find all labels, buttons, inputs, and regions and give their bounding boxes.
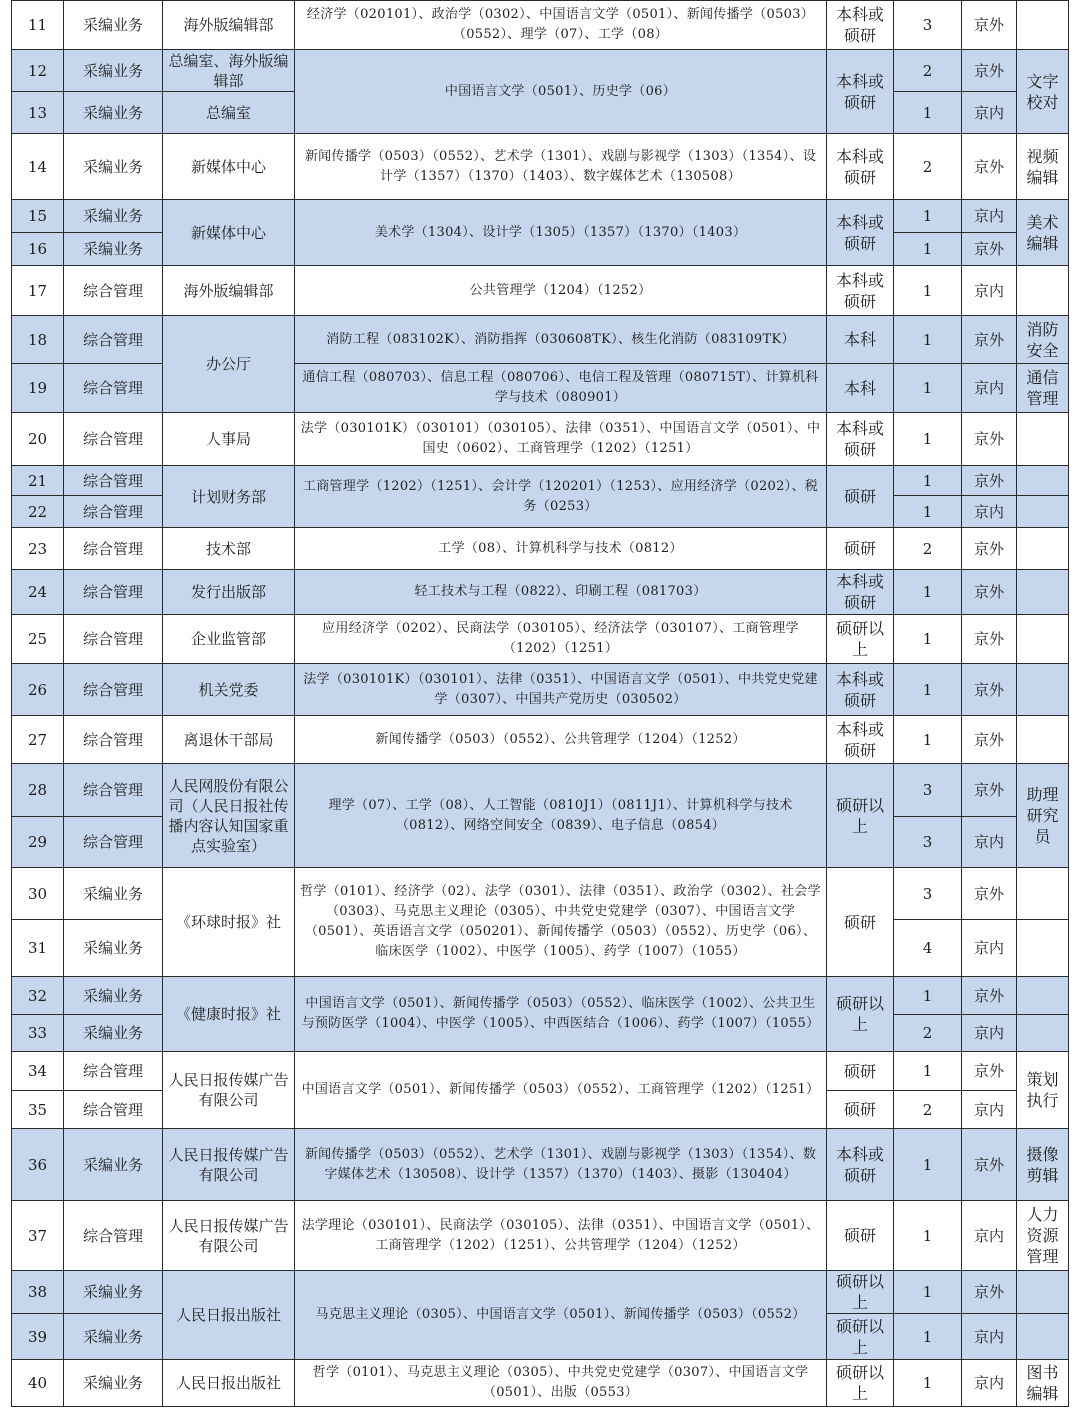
seq-cell: 36 — [12, 1129, 64, 1201]
major-cell: 中国语言文学（0501）、新闻传播学（0503）（0552）、临床医学（1002）、公共卫生与预防医学（1004）、中医学（1005）、中西医结合（1006）、药学（1007）（1055） — [295, 977, 827, 1052]
dept-cell: 技术部 — [163, 528, 295, 570]
note-cell — [1017, 413, 1069, 466]
edu-cell: 硕研以上 — [827, 615, 894, 664]
seq-cell: 29 — [12, 817, 64, 868]
seq-cell: 13 — [12, 92, 64, 134]
table-row — [12, 1052, 1069, 1091]
recruitment-table — [11, 0, 1069, 1407]
seq-cell: 18 — [12, 316, 64, 364]
seq-cell: 19 — [12, 364, 64, 413]
hukou-cell: 京内 — [962, 266, 1017, 316]
note-cell — [1017, 570, 1069, 615]
note-cell: 文字校对 — [1017, 50, 1069, 134]
category-cell: 采编业务 — [64, 1015, 163, 1052]
note-cell — [1017, 920, 1069, 977]
count-cell: 1 — [894, 233, 962, 266]
table-row — [12, 977, 1069, 1015]
dept-cell: 《环球时报》社 — [163, 868, 295, 977]
seq-cell: 26 — [12, 664, 64, 716]
note-cell: 图书编辑 — [1017, 1360, 1069, 1407]
category-cell: 综合管理 — [64, 1052, 163, 1091]
count-cell: 1 — [894, 1314, 962, 1360]
table-row — [12, 1360, 1069, 1407]
hukou-cell: 京内 — [962, 1314, 1017, 1360]
count-cell: 1 — [894, 316, 962, 364]
hukou-cell: 京内 — [962, 817, 1017, 868]
dept-cell: 总编室、海外版编辑部 — [163, 50, 295, 92]
category-cell: 采编业务 — [64, 1129, 163, 1201]
category-cell: 综合管理 — [64, 1201, 163, 1271]
seq-cell: 31 — [12, 920, 64, 977]
count-cell: 3 — [894, 817, 962, 868]
major-cell: 马克思主义理论（0305）、中国语言文学（0501）、新闻传播学（0503）（0552） — [295, 1271, 827, 1360]
hukou-cell: 京外 — [962, 1271, 1017, 1314]
category-cell: 综合管理 — [64, 266, 163, 316]
count-cell: 3 — [894, 764, 962, 817]
table-row — [12, 868, 1069, 920]
dept-cell: 海外版编辑部 — [163, 1, 295, 50]
hukou-cell: 京外 — [962, 664, 1017, 716]
hukou-cell: 京外 — [962, 413, 1017, 466]
edu-cell: 硕研 — [827, 868, 894, 977]
note-cell — [1017, 266, 1069, 316]
note-cell — [1017, 1, 1069, 50]
edu-cell: 硕研 — [827, 1091, 894, 1129]
edu-cell: 本科或硕研 — [827, 664, 894, 716]
hukou-cell: 京内 — [962, 200, 1017, 233]
major-cell: 法学（030101K）（030101）、法律（0351）、中国语言文学（0501）、中共党史党建学（0307）、中国共产党历史（030502） — [295, 664, 827, 716]
major-cell: 法学（030101K）（030101）（030105）、法律（0351）、中国语言文学（0501）、中国史（0602）、工商管理学（1202）（1251） — [295, 413, 827, 466]
category-cell: 采编业务 — [64, 868, 163, 920]
category-cell: 采编业务 — [64, 1360, 163, 1407]
major-cell: 中国语言文学（0501）、新闻传播学（0503）（0552）、工商管理学（1202）（1251） — [295, 1052, 827, 1129]
edu-cell: 硕研 — [827, 1201, 894, 1271]
dept-cell: 人民网股份有限公司（人民日报社传播内容认知国家重点实验室） — [163, 764, 295, 868]
major-cell: 工商管理学（1202）（1251）、会计学（120201）（1253）、应用经济学（0202）、税务（0253） — [295, 466, 827, 528]
category-cell: 采编业务 — [64, 1271, 163, 1314]
count-cell: 1 — [894, 570, 962, 615]
category-cell: 采编业务 — [64, 200, 163, 233]
hukou-cell: 京内 — [962, 496, 1017, 528]
note-cell — [1017, 496, 1069, 528]
dept-cell: 新媒体中心 — [163, 200, 295, 266]
seq-cell: 17 — [12, 266, 64, 316]
category-cell: 综合管理 — [64, 466, 163, 496]
category-cell: 综合管理 — [64, 528, 163, 570]
edu-cell: 本科 — [827, 364, 894, 413]
dept-cell: 总编室 — [163, 92, 295, 134]
seq-cell: 14 — [12, 134, 64, 200]
count-cell: 2 — [894, 528, 962, 570]
dept-cell: 人民日报传媒广告有限公司 — [163, 1201, 295, 1271]
dept-cell: 发行出版部 — [163, 570, 295, 615]
dept-cell: 办公厅 — [163, 316, 295, 413]
hukou-cell: 京内 — [962, 364, 1017, 413]
note-cell — [1017, 664, 1069, 716]
hukou-cell: 京外 — [962, 764, 1017, 817]
seq-cell: 37 — [12, 1201, 64, 1271]
table-row — [12, 316, 1069, 364]
count-cell: 1 — [894, 200, 962, 233]
major-cell: 美术学（1304）、设计学（1305）（1357）（1370）（1403） — [295, 200, 827, 266]
table-row — [12, 664, 1069, 716]
dept-cell: 人事局 — [163, 413, 295, 466]
edu-cell: 硕研 — [827, 528, 894, 570]
seq-cell: 30 — [12, 868, 64, 920]
note-cell — [1017, 1015, 1069, 1052]
major-cell: 中国语言文学（0501）、历史学（06） — [295, 50, 827, 134]
category-cell: 综合管理 — [64, 316, 163, 364]
hukou-cell: 京外 — [962, 466, 1017, 496]
dept-cell: 《健康时报》社 — [163, 977, 295, 1052]
note-cell — [1017, 528, 1069, 570]
count-cell: 1 — [894, 1129, 962, 1201]
major-cell: 公共管理学（1204）（1252） — [295, 266, 827, 316]
seq-cell: 38 — [12, 1271, 64, 1314]
category-cell: 采编业务 — [64, 50, 163, 92]
hukou-cell: 京外 — [962, 233, 1017, 266]
edu-cell: 硕研以上 — [827, 1271, 894, 1314]
category-cell: 采编业务 — [64, 233, 163, 266]
count-cell: 1 — [894, 716, 962, 764]
hukou-cell: 京外 — [962, 134, 1017, 200]
edu-cell: 硕研以上 — [827, 1314, 894, 1360]
seq-cell: 11 — [12, 1, 64, 50]
note-cell: 人力资源管理 — [1017, 1201, 1069, 1271]
edu-cell: 硕研 — [827, 1052, 894, 1091]
hukou-cell: 京内 — [962, 1091, 1017, 1129]
count-cell: 2 — [894, 134, 962, 200]
major-cell: 理学（07）、工学（08）、人工智能（0810J1）（0811J1）、计算机科学与技术（0812）、网络空间安全（0839）、电子信息（0854） — [295, 764, 827, 868]
note-cell: 视频编辑 — [1017, 134, 1069, 200]
count-cell: 4 — [894, 920, 962, 977]
category-cell: 综合管理 — [64, 1091, 163, 1129]
seq-cell: 25 — [12, 615, 64, 664]
count-cell: 2 — [894, 1015, 962, 1052]
edu-cell: 本科或硕研 — [827, 413, 894, 466]
edu-cell: 本科或硕研 — [827, 200, 894, 266]
major-cell: 新闻传播学（0503）（0552）、艺术学（1301）、戏剧与影视学（1303）（1354）、数字媒体艺术（130508）、设计学（1357）（1370）（1403）、摄影（130404） — [295, 1129, 827, 1201]
count-cell: 1 — [894, 496, 962, 528]
hukou-cell: 京外 — [962, 868, 1017, 920]
major-cell: 消防工程（083102K）、消防指挥（030608TK）、核生化消防（083109TK） — [295, 316, 827, 364]
category-cell: 综合管理 — [64, 817, 163, 868]
category-cell: 综合管理 — [64, 615, 163, 664]
edu-cell: 硕研以上 — [827, 764, 894, 868]
table-row — [12, 764, 1069, 817]
seq-cell: 12 — [12, 50, 64, 92]
category-cell: 采编业务 — [64, 1314, 163, 1360]
count-cell: 3 — [894, 868, 962, 920]
note-cell: 助理研究员 — [1017, 764, 1069, 868]
edu-cell: 硕研 — [827, 466, 894, 528]
table-row — [12, 1129, 1069, 1201]
edu-cell: 本科或硕研 — [827, 50, 894, 134]
hukou-cell: 京外 — [962, 528, 1017, 570]
major-cell: 轻工技术与工程（0822）、印刷工程（081703） — [295, 570, 827, 615]
hukou-cell: 京外 — [962, 1052, 1017, 1091]
table-row — [12, 1, 1069, 50]
major-cell: 哲学（0101）、经济学（02）、法学（0301）、法律（0351）、政治学（0302）、社会学（0303）、马克思主义理论（0305）、中共党史党建学（0307）、中国语言文学（0501）、英语语言文学（050201）、新闻传播学（0503）（0552）、历史学（06）、临床医学（1002）、中医学（1005）、药学（1007）（1055） — [295, 868, 827, 977]
dept-cell: 人民日报传媒广告有限公司 — [163, 1052, 295, 1129]
hukou-cell: 京外 — [962, 1129, 1017, 1201]
category-cell: 采编业务 — [64, 92, 163, 134]
count-cell: 1 — [894, 413, 962, 466]
dept-cell: 海外版编辑部 — [163, 266, 295, 316]
edu-cell: 本科或硕研 — [827, 570, 894, 615]
seq-cell: 15 — [12, 200, 64, 233]
hukou-cell: 京外 — [962, 1, 1017, 50]
note-cell — [1017, 716, 1069, 764]
hukou-cell: 京内 — [962, 1201, 1017, 1271]
table-row — [12, 528, 1069, 570]
dept-cell: 企业监管部 — [163, 615, 295, 664]
count-cell: 1 — [894, 977, 962, 1015]
table-row — [12, 615, 1069, 664]
seq-cell: 20 — [12, 413, 64, 466]
count-cell: 1 — [894, 266, 962, 316]
seq-cell: 21 — [12, 466, 64, 496]
note-cell — [1017, 615, 1069, 664]
table-row — [12, 716, 1069, 764]
table-row — [12, 1271, 1069, 1314]
count-cell: 1 — [894, 364, 962, 413]
note-cell — [1017, 1314, 1069, 1360]
seq-cell: 39 — [12, 1314, 64, 1360]
edu-cell: 硕研以上 — [827, 1360, 894, 1407]
seq-cell: 23 — [12, 528, 64, 570]
note-cell — [1017, 977, 1069, 1015]
table-row — [12, 413, 1069, 466]
category-cell: 采编业务 — [64, 1, 163, 50]
edu-cell: 本科或硕研 — [827, 716, 894, 764]
dept-cell: 人民日报传媒广告有限公司 — [163, 1129, 295, 1201]
count-cell: 2 — [894, 1091, 962, 1129]
hukou-cell: 京外 — [962, 977, 1017, 1015]
hukou-cell: 京外 — [962, 316, 1017, 364]
count-cell: 1 — [894, 1052, 962, 1091]
seq-cell: 34 — [12, 1052, 64, 1091]
category-cell: 综合管理 — [64, 570, 163, 615]
category-cell: 采编业务 — [64, 920, 163, 977]
count-cell: 1 — [894, 1360, 962, 1407]
dept-cell: 离退休干部局 — [163, 716, 295, 764]
major-cell: 法学理论（030101）、民商法学（030105）、法律（0351）、中国语言文学（0501）、工商管理学（1202）（1251）、公共管理学（1204）（1252） — [295, 1201, 827, 1271]
table-row — [12, 466, 1069, 496]
count-cell: 1 — [894, 92, 962, 134]
dept-cell: 新媒体中心 — [163, 134, 295, 200]
category-cell: 综合管理 — [64, 764, 163, 817]
hukou-cell: 京外 — [962, 570, 1017, 615]
edu-cell: 本科 — [827, 316, 894, 364]
table-row — [12, 200, 1069, 233]
hukou-cell: 京外 — [962, 615, 1017, 664]
major-cell: 经济学（020101）、政治学（0302）、中国语言文学（0501）、新闻传播学（0503）（0552）、理学（07）、工学（08） — [295, 1, 827, 50]
table-row — [12, 134, 1069, 200]
category-cell: 综合管理 — [64, 716, 163, 764]
edu-cell: 本科或硕研 — [827, 134, 894, 200]
table-row — [12, 50, 1069, 92]
dept-cell: 人民日报出版社 — [163, 1271, 295, 1360]
note-cell — [1017, 466, 1069, 496]
note-cell: 消防安全 — [1017, 316, 1069, 364]
hukou-cell: 京外 — [962, 716, 1017, 764]
count-cell: 1 — [894, 664, 962, 716]
hukou-cell: 京内 — [962, 920, 1017, 977]
note-cell: 通信管理 — [1017, 364, 1069, 413]
seq-cell: 27 — [12, 716, 64, 764]
major-cell: 应用经济学（0202）、民商法学（030105）、经济法学（030107）、工商管理学（1202）（1251） — [295, 615, 827, 664]
hukou-cell: 京内 — [962, 1360, 1017, 1407]
seq-cell: 28 — [12, 764, 64, 817]
dept-cell: 计划财务部 — [163, 466, 295, 528]
edu-cell: 本科或硕研 — [827, 1129, 894, 1201]
count-cell: 1 — [894, 1271, 962, 1314]
seq-cell: 24 — [12, 570, 64, 615]
category-cell: 采编业务 — [64, 134, 163, 200]
note-cell: 策划执行 — [1017, 1052, 1069, 1129]
count-cell: 3 — [894, 1, 962, 50]
table-row — [12, 1201, 1069, 1271]
major-cell: 通信工程（080703）、信息工程（080706）、电信工程及管理（080715T）、计算机科学与技术（080901） — [295, 364, 827, 413]
dept-cell: 人民日报出版社 — [163, 1360, 295, 1407]
seq-cell: 22 — [12, 496, 64, 528]
seq-cell: 32 — [12, 977, 64, 1015]
major-cell: 工学（08）、计算机科学与技术（0812） — [295, 528, 827, 570]
table-row — [12, 266, 1069, 316]
note-cell: 美术编辑 — [1017, 200, 1069, 266]
count-cell: 1 — [894, 1201, 962, 1271]
table-row — [12, 570, 1069, 615]
seq-cell: 35 — [12, 1091, 64, 1129]
edu-cell: 本科或硕研 — [827, 266, 894, 316]
edu-cell: 本科或硕研 — [827, 1, 894, 50]
seq-cell: 16 — [12, 233, 64, 266]
major-cell: 新闻传播学（0503）（0552）、公共管理学（1204）（1252） — [295, 716, 827, 764]
hukou-cell: 京内 — [962, 92, 1017, 134]
hukou-cell: 京内 — [962, 1015, 1017, 1052]
count-cell: 2 — [894, 50, 962, 92]
category-cell: 采编业务 — [64, 977, 163, 1015]
major-cell: 新闻传播学（0503）（0552）、艺术学（1301）、戏剧与影视学（1303）（1354）、设计学（1357）（1370）（1403）、数字媒体艺术（130508） — [295, 134, 827, 200]
hukou-cell: 京外 — [962, 50, 1017, 92]
note-cell — [1017, 1271, 1069, 1314]
category-cell: 综合管理 — [64, 664, 163, 716]
note-cell: 摄像剪辑 — [1017, 1129, 1069, 1201]
category-cell: 综合管理 — [64, 364, 163, 413]
count-cell: 1 — [894, 615, 962, 664]
seq-cell: 33 — [12, 1015, 64, 1052]
seq-cell: 40 — [12, 1360, 64, 1407]
note-cell — [1017, 868, 1069, 920]
major-cell: 哲学（0101）、马克思主义理论（0305）、中共党史党建学（0307）、中国语言文学（0501）、出版（0553） — [295, 1360, 827, 1407]
category-cell: 综合管理 — [64, 496, 163, 528]
category-cell: 综合管理 — [64, 413, 163, 466]
edu-cell: 硕研以上 — [827, 977, 894, 1052]
count-cell: 1 — [894, 466, 962, 496]
dept-cell: 机关党委 — [163, 664, 295, 716]
